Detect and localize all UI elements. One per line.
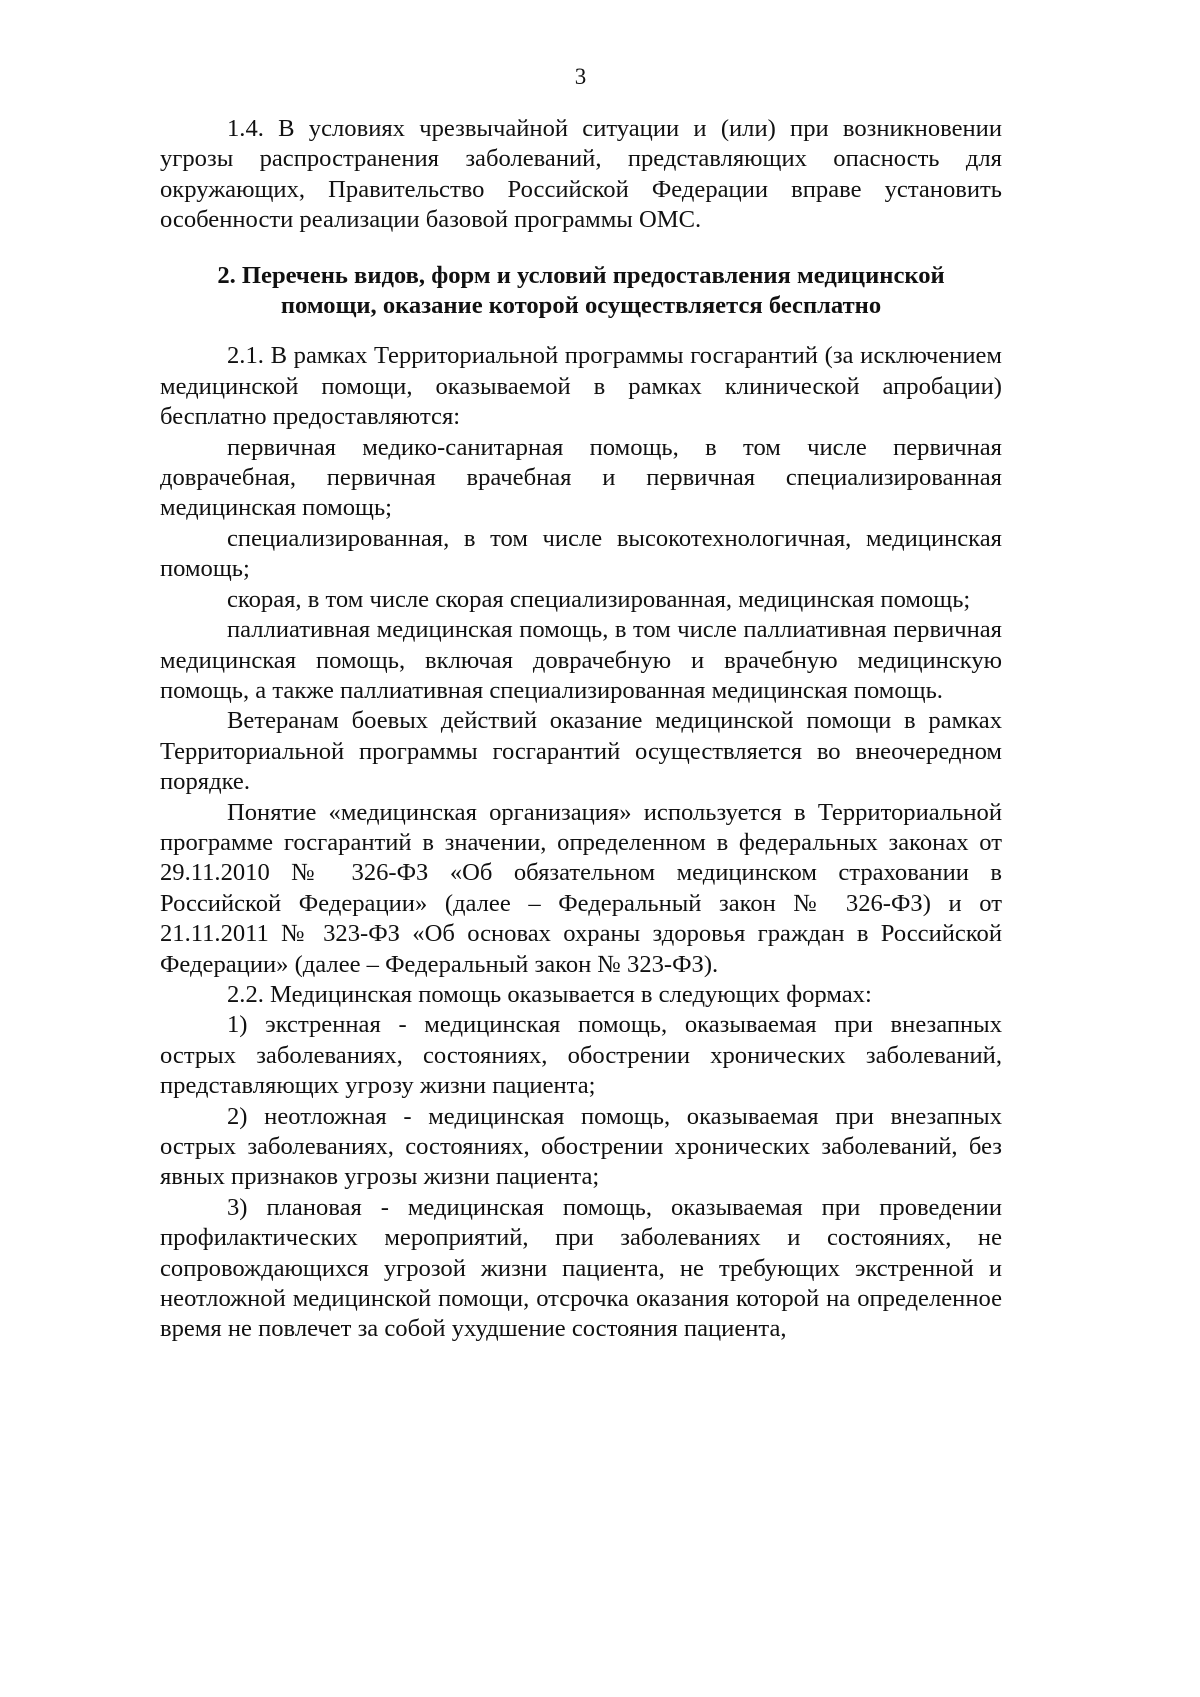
paragraph-veterans: Ветеранам боевых действий оказание медицинской помощи в рамках Территориальной программы госгарантий осуществляется во внеочередном порядке. [160, 707, 1002, 796]
paragraph-2-1: 2.1. В рамках Территориальной программы госгарантий (за исключением медицинской помощи, оказываемой в рамках клинической апробации) бесплатно предоставляются: [160, 342, 1002, 431]
paragraph-specialized-care: специализированная, в том числе высокотехнологичная, медицинская помощь; [160, 524, 1002, 583]
paragraph-palliative-care: паллиативная медицинская помощь, в том числе паллиативная первичная медицинская помощь, включая доврачебную и врачебную медицинскую помощь, а также паллиативная специализированная медицинская помощь. [160, 616, 1002, 704]
paragraph-medical-organization: Понятие «медицинская организация» используется в Территориальной программе госгарантий в значении, определенном в федеральных законах от 29.11.2010 № 326-ФЗ «Об обязательном медицинском страховании в Российской Федерации» (далее – Федеральный закон № 326-ФЗ) и от 21.11.2011 № 323-ФЗ «Об основах охраны здоровья граждан в Российской Федерации» (далее – Федеральный закон № 323-ФЗ). [160, 798, 1002, 978]
paragraph-primary-care: первичная медико-санитарная помощь, в том числе первичная доврачебная, первичная врачебная и первичная специализированная медицинская помощь; [160, 433, 1002, 522]
section-2-heading [160, 261, 1002, 322]
paragraph-form-urgent: 2) неотложная - медицинская помощь, оказываемая при внезапных острых заболеваниях, состояниях, обострении хронических заболеваний, без явных признаков угрозы жизни пациента; [160, 1102, 1002, 1191]
paragraph-form-planned: 3) плановая - медицинская помощь, оказываемая при проведении профилактических мероприятий, при заболеваниях и состояниях, не сопровождающихся угрозой жизни пациента, не требующих экстренной и неотложной медицинской помощи, отсрочка оказания которой на определенное время не повлечет за собой ухудшение состояния пациента, [160, 1193, 1002, 1343]
paragraph-emergency-care: скорая, в том числе скорая специализированная, медицинская помощь; [227, 585, 971, 613]
section-2-heading-line-1: 2. Перечень видов, форм и условий предоставления медицинской [217, 261, 945, 289]
paragraph-1-4: 1.4. В условиях чрезвычайной ситуации и (или) при возникновении угрозы распространения заболеваний, представляющих опасность для окружающих, Правительство Российской Федерации вправе установить особенности реализации базовой программы ОМС. [160, 115, 1002, 234]
paragraph-2-2: 2.2. Медицинская помощь оказывается в следующих формах: [227, 980, 872, 1008]
paragraph-form-emergency: 1) экстренная - медицинская помощь, оказываемая при внезапных острых заболеваниях, состояниях, обострении хронических заболеваний, представляющих угрозу жизни пациента; [160, 1011, 1002, 1100]
page-number: 3 [574, 64, 587, 89]
document-body [160, 114, 1002, 1345]
section-2-heading-line-2: помощи, оказание которой осуществляется бесплатно [280, 292, 882, 320]
